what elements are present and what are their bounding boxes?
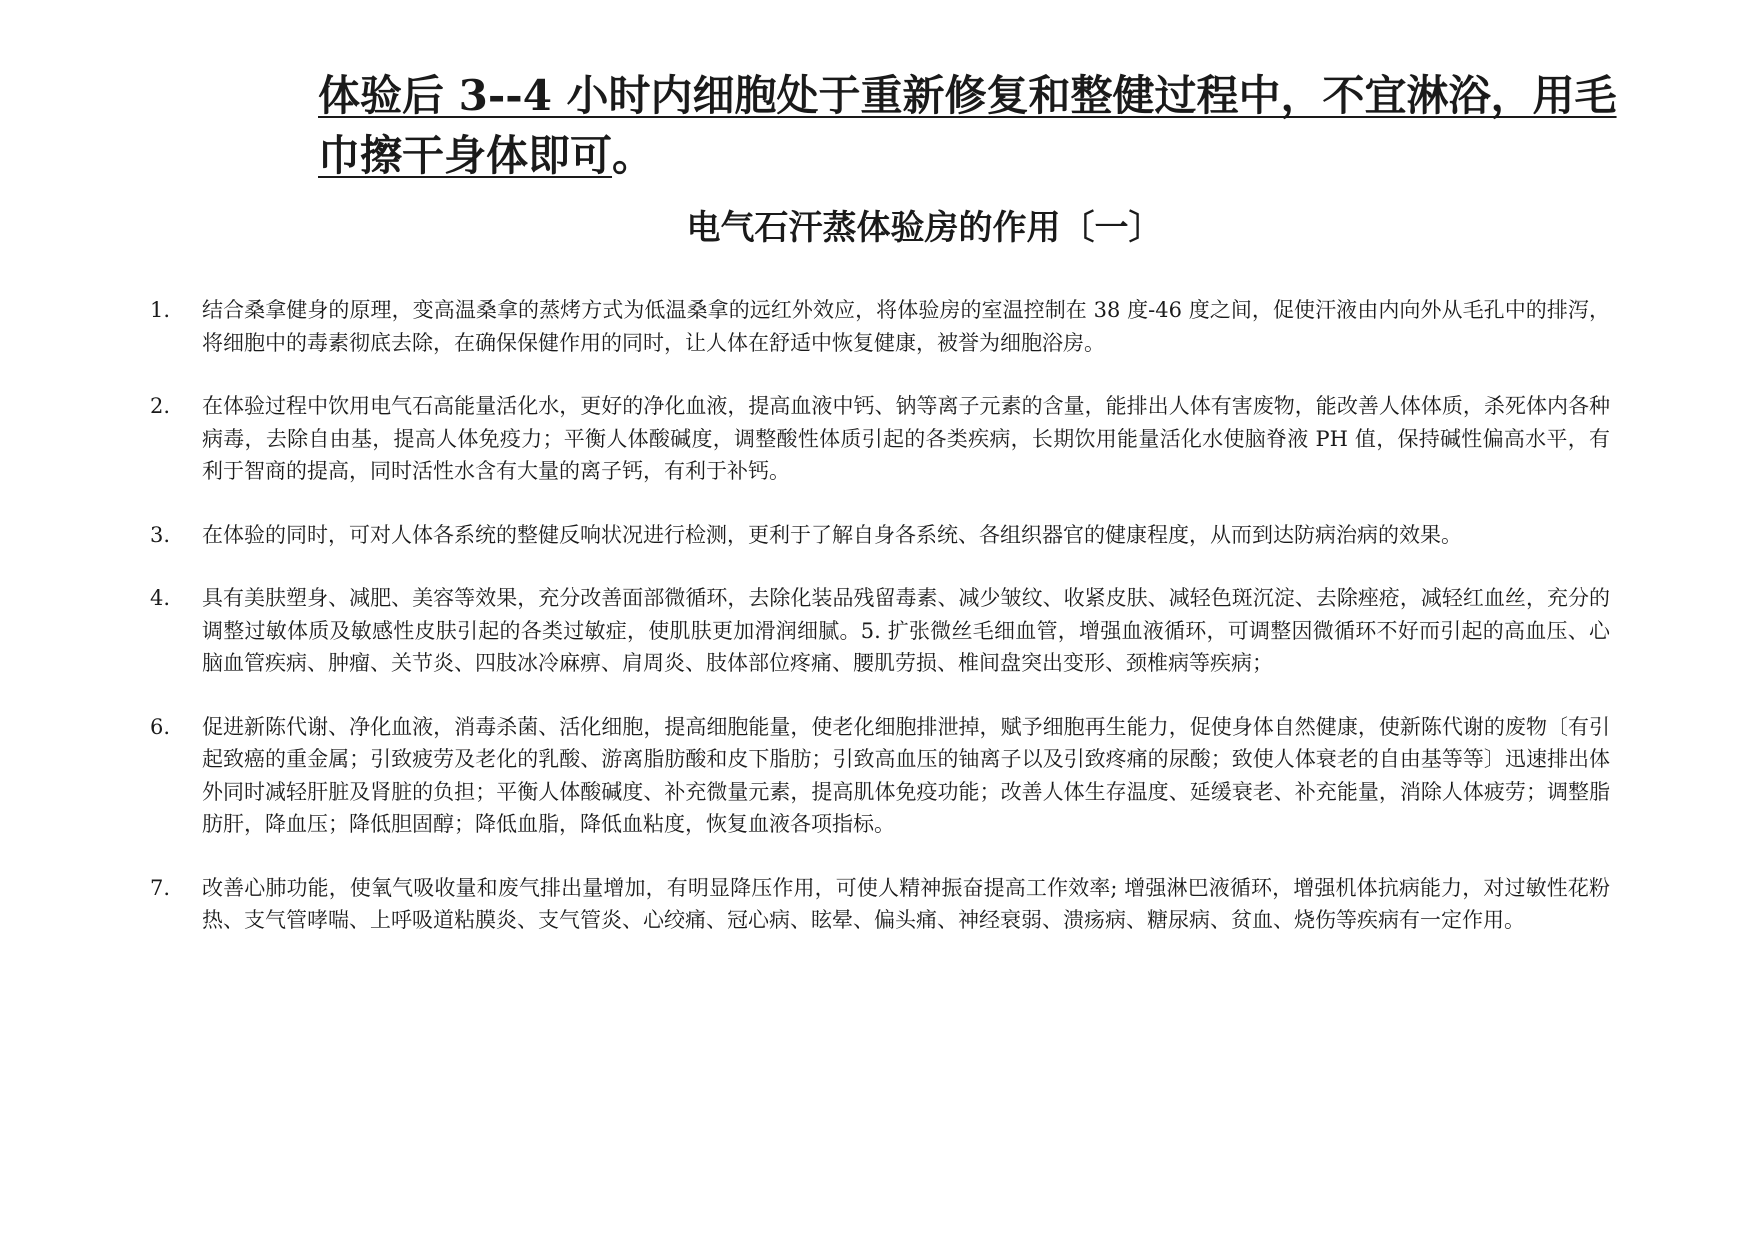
list-item [150, 294, 1610, 359]
list-item [150, 519, 1610, 552]
post-session-notice-end: 。 [612, 131, 655, 180]
list-item-text: 在体验过程中饮用电气石高能量活化水，更好的净化血液，提高血液中钙、钠等离子元素的含量，能排出人体有害废物，能改善人体体质，杀死体内各种病毒，去除自由基，提高人体免疫力；平衡人体酸碱度，调整酸性体质引起的各类疾病，长期饮用能量活化水使脑脊液 PH 值，保持碱性偏高水平，有利于智商的提高，同时活性水含有大量的离子钙，有利于补钙。 [202, 394, 1610, 483]
list-item-number: 7. [150, 875, 171, 900]
list-item-text: 具有美肤塑身、减肥、美容等效果，充分改善面部微循环，去除化装品残留毒素、减少皱纹、收紧皮肤、减轻色斑沉淀、去除痤疮，减轻红血丝，充分的调整过敏体质及敏感性皮肤引起的各类过敏症，使肌肤更加滑润细腻。5. 扩张微丝毛细血管，增强血液循环，可调整因微循环不好而引起的高血压、心脑血管疾病、肿瘤、关节炎、四肢冰冷麻痹、肩周炎、肢体部位疼痛、腰肌劳损、椎间盘突出变形、颈椎病等疾病； [202, 586, 1610, 675]
list-item-text: 结合桑拿健身的原理，变高温桑拿的蒸烤方式为低温桑拿的远红外效应，将体验房的室温控制在 38 度-46 度之间，促使汗液由内向外从毛孔中的排泻，将细胞中的毒素彻底去除，在确保保健作用的同时，让人体在舒适中恢复健康，被誉为细胞浴房。 [202, 298, 1610, 355]
list-item-number: 1. [150, 298, 171, 322]
section-title: 电气石汗蒸体验房的作用〔一〕 [686, 208, 1163, 248]
list-item-number: 2. [150, 394, 171, 418]
list-item-number: 6. [150, 714, 171, 739]
list-item [150, 872, 1610, 937]
list-item-text: 促进新陈代谢、净化血液，消毒杀菌、活化细胞，提高细胞能量，使老化细胞排泄掉，赋予细胞再生能力，促使身体自然健康，使新陈代谢的废物〔有引起致癌的重金属；引致疲劳及老化的乳酸、游离脂肪酸和皮下脂肪；引致高血压的铀离子以及引致疼痛的尿酸；致使人体衰老的自由基等等〕迅速排出体外同时减轻肝脏及肾脏的负担；平衡人体酸碱度、补充微量元素，提高肌体免疫功能；改善人体生存温度、延缓衰老、补充能量，消除人体疲劳；调整脂肪肝，降血压；降低胆固醇；降低血脂，降低血粘度，恢复血液各项指标。 [202, 714, 1610, 836]
list-item-text: 在体验的同时，可对人体各系统的整健反响状况进行检测，更利于了解自身各系统、各组织器官的健康程度，从而到达防病治病的效果。 [202, 522, 1462, 547]
post-session-notice-text: 体验后 3--4 小时内细胞处于重新修复和整健过程中，不宜淋浴，用毛巾擦干身体即可 [318, 71, 1617, 180]
list-item [150, 390, 1610, 488]
list-item-number: 3. [150, 522, 171, 547]
list-item-text: 改善心肺功能，使氧气吸收量和废气排出量增加，有明显降压作用，可使人精神振奋提高工作效率; 增强淋巴液循环，增强机体抗病能力，对过敏性花粉热、支气管哮喘、上呼吸道粘膜炎、支气管炎、心绞痛、冠心病、眩晕、偏头痛、神经衰弱、溃疡病、糖尿病、贫血、烧伤等疾病有一定作用。 [202, 875, 1610, 932]
list-item [150, 711, 1610, 841]
list-item [150, 582, 1610, 680]
list-item-number: 4. [150, 586, 171, 610]
post-session-notice [318, 66, 1618, 186]
benefits-list [150, 294, 1610, 968]
